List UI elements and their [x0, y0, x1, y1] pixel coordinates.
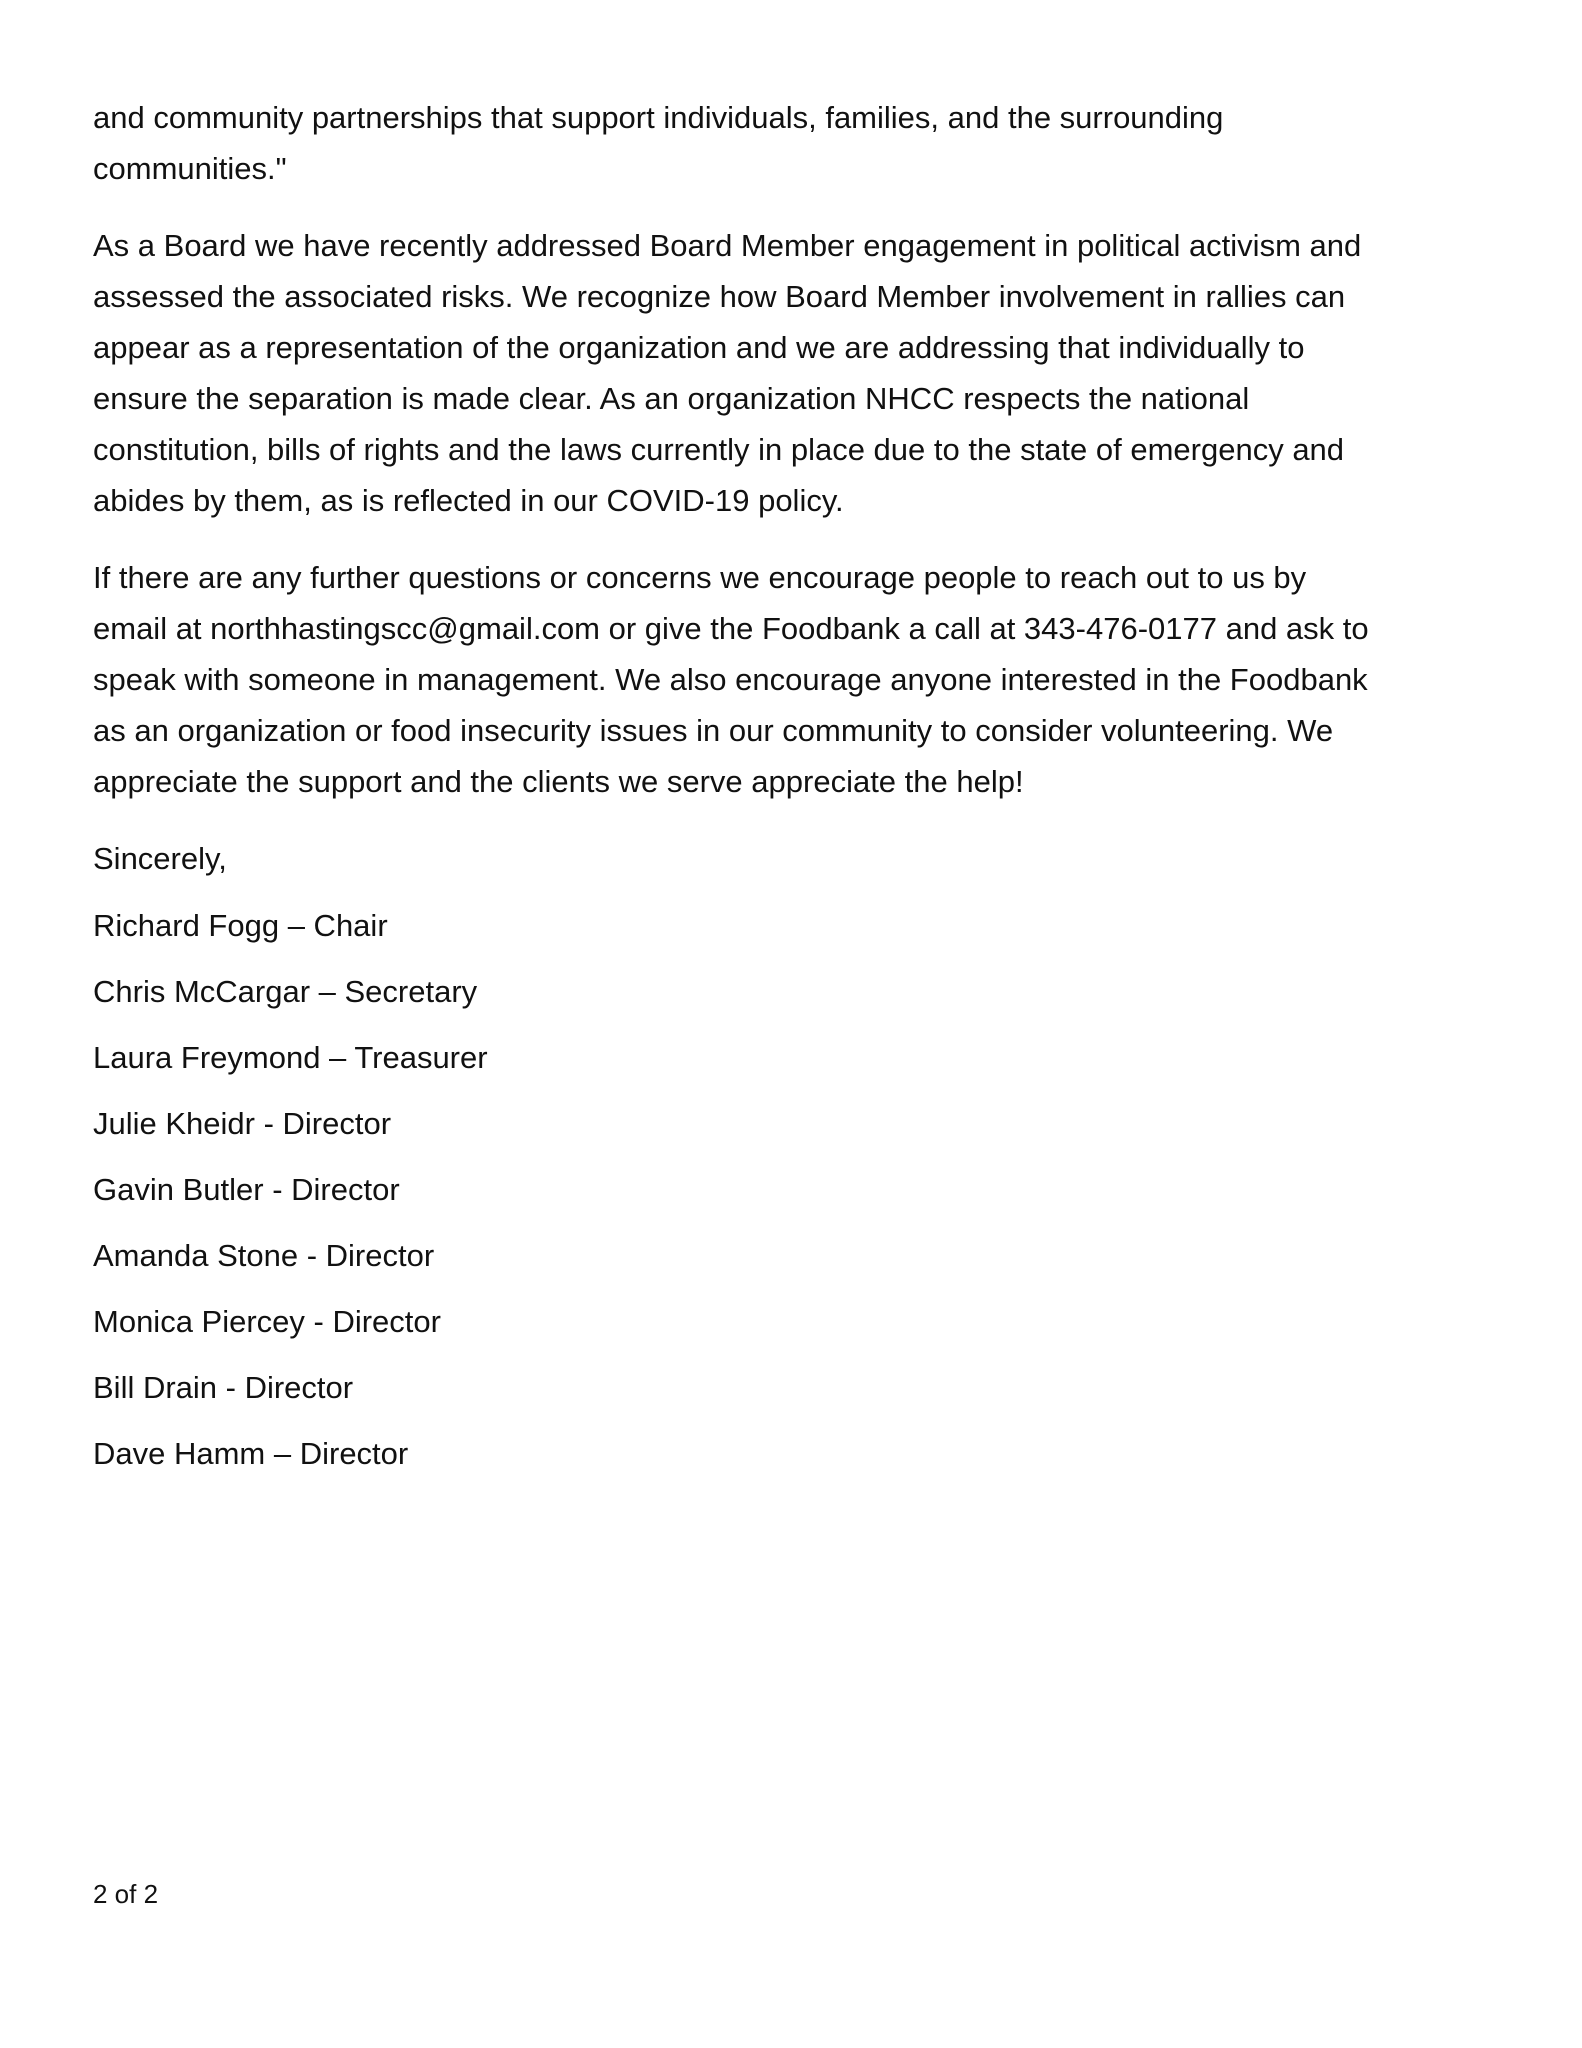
signatory-director: Gavin Butler - Director: [93, 1172, 400, 1207]
page-number: 2 of 2: [93, 1879, 159, 1909]
signatory-director: Dave Hamm – Director: [93, 1436, 409, 1471]
letter-body: [93, 92, 1493, 1479]
signatory-director: Bill Drain - Director: [93, 1370, 354, 1405]
paragraph-contact-info: If there are any further questions or concerns we encourage people to reach out to us by email at northhastingscc@gmail.com or give the Foodbank a call at 343-476-0177 and ask to speak with someone in management. We also encourage anyone interested in the Foodbank as an organization or food insecurity issues in our community to consider volunteering. We appreciate the support and the clients we serve appreciate the help!: [93, 560, 1369, 799]
signatory-chair: Richard Fogg – Chair: [93, 908, 388, 943]
closing-salutation: Sincerely,: [93, 841, 227, 876]
signatory-list: [93, 900, 1493, 1479]
signatory-director: Monica Piercey - Director: [93, 1304, 441, 1339]
signatory-director: Julie Kheidr - Director: [93, 1106, 392, 1141]
signatory-director: Amanda Stone - Director: [93, 1238, 435, 1273]
signatory-secretary: Chris McCargar – Secretary: [93, 974, 478, 1009]
signatory-treasurer: Laura Freymond – Treasurer: [93, 1040, 488, 1075]
paragraph-mission-continuation: and community partnerships that support individuals, families, and the surrounding communities.": [93, 100, 1224, 186]
paragraph-political-activism: As a Board we have recently addressed Board Member engagement in political activism and assessed the associated risks. We recognize how Board Member involvement in rallies can appear as a representation of the organization and we are addressing that individually to ensure the separation is made clear. As an organization NHCC respects the national constitution, bills of rights and the laws currently in place due to the state of emergency and abides by them, as is reflected in our COVID-19 policy.: [93, 228, 1362, 518]
